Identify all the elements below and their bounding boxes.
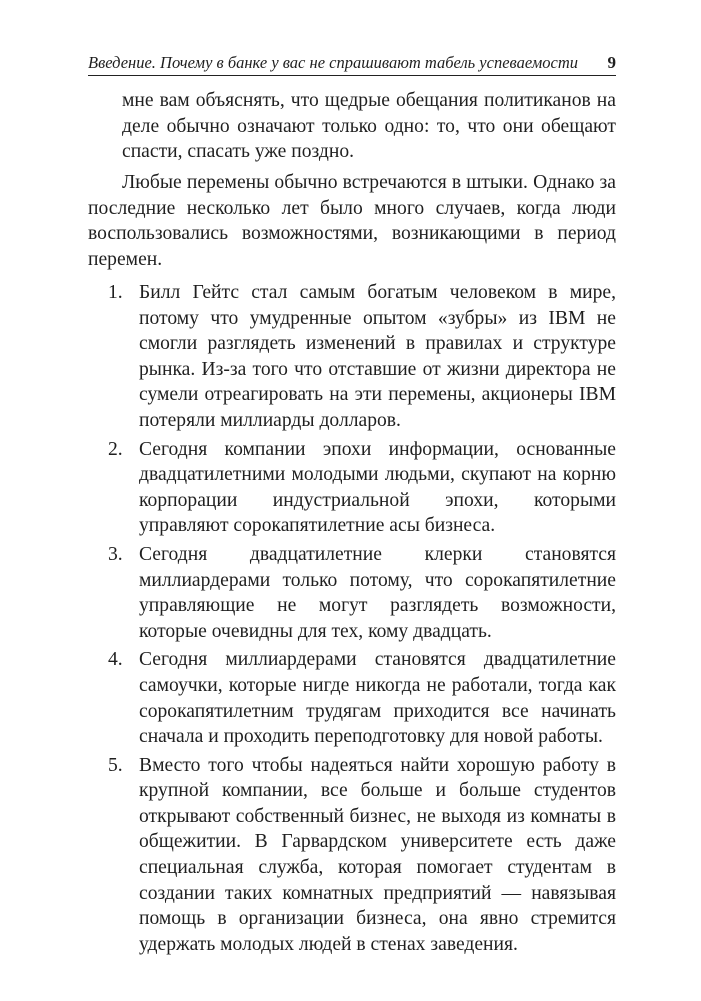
intro-paragraph: Любые перемены обычно встречаются в штыки. Однако за последние несколько лет было много случаев, когда люди воспользовались возможностями, возникающими в период перемен. (88, 172, 616, 270)
numbered-list (108, 280, 616, 960)
list-item-text: Вместо того чтобы надеяться найти хорошую работу в крупной компании, все больше и больше студентов открывают собственный бизнес, не выходя из комнаты в общежитии. В Гарвардском университете есть даже специальная служба, которая помогает студентам в создании таких комнатных предприятий — навязывая помощь в организации бизнеса, она явно стремится удержать молодых людей в стенах заведения. (139, 754, 616, 955)
list-item (108, 647, 616, 749)
list-item (108, 542, 616, 644)
header-rule (88, 75, 616, 76)
continuation-paragraph: мне вам объяснять, что щедрые обещания политиканов на деле обычно означают только одно: то, что они обещают спасти, спасать уже поздно. (122, 90, 616, 163)
list-item-text: Сегодня компании эпохи информации, основанные двадцатилетними молодыми людьми, скупают на корню корпорации индустриальной эпохи, которыми управляют сорокапятилетние асы бизнеса. (139, 438, 616, 537)
list-item-text: Сегодня миллиардерами становятся двадцатилетние самоучки, которые нигде никогда не работали, тогда как сорокапятилетним трудягам приходится все начинать сначала и проходить переподготовку для новой работы. (139, 649, 616, 748)
list-item (108, 753, 616, 958)
list-item-number: 5. (108, 754, 123, 776)
list-item-text: Сегодня двадцатилетние клерки становятся миллиардерами только потому, что сорокапятилетние управляющие не могут разглядеть возможности, которые очевидны для тех, кому двадцать. (139, 543, 616, 642)
list-item-number: 3. (108, 543, 123, 565)
list-item-number: 1. (108, 282, 123, 303)
list-item (108, 280, 616, 434)
list-item-text: Билл Гейтс стал самым богатым человеком в мире, потому что умудренные опытом «зубры» из IBM не смогли разглядеть изменений в правилах и структуре рынка. Из-за того что отставшие от жизни директора не сумели отреагировать на эти перемены, акционеры IBM потеряли миллиарды долларов. (139, 282, 616, 431)
list-item-number: 4. (108, 649, 123, 671)
page-number: 9 (607, 53, 616, 72)
list-item-number: 2. (108, 438, 123, 460)
list-item (108, 437, 616, 539)
chapter-title: Введение. Почему в банке у вас не спрашивают табель успеваемости (88, 53, 579, 72)
running-header (88, 52, 616, 74)
